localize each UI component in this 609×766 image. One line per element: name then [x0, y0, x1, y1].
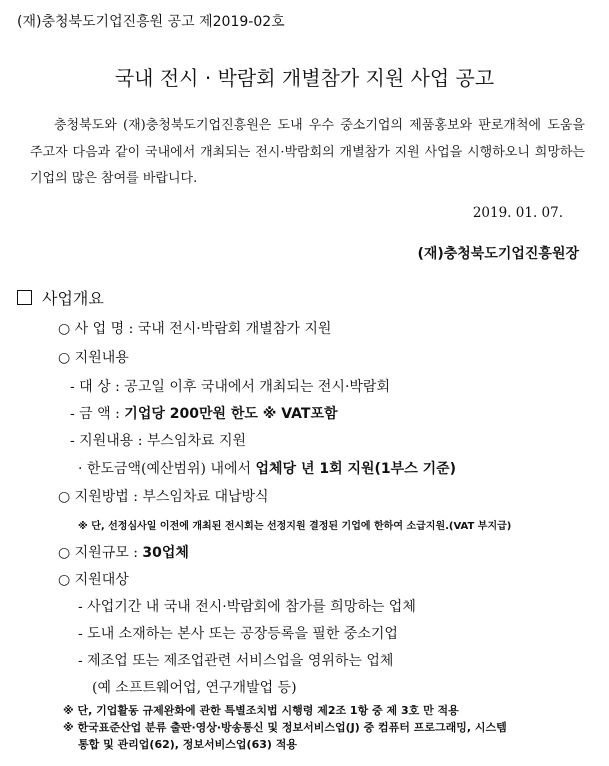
- item-support-content: ○ 지원내용: [58, 350, 129, 366]
- intro-paragraph: 충청북도와 (재)충청북도기업진흥원은 도내 우수 중소기업의 제품홍보와 판로개척에 도움을 주고자 다음과 같이 국내에서 개최되는 전시·박람회의 개별참가 지원 사업을 시행하오니 희망하는 기업의 많은 참여를 바랍니다.: [30, 118, 585, 186]
- document-number: (재)충청북도기업진흥원 공고 제2019-02호: [17, 14, 285, 30]
- item-scale: [58, 542, 189, 562]
- page-title: 국내 전시 · 박람회 개별참가 지원 사업 공고: [114, 66, 495, 90]
- eligibility-item-1: - 사업기간 내 국내 전시·박람회에 참가를 희망하는 업체: [78, 599, 416, 615]
- amount-label: - 금 액 :: [70, 406, 125, 422]
- scale-label: ○ 지원규모 :: [58, 545, 143, 561]
- footnote-2a: ※ 한국표준산업 분류 출판·영상·방송통신 및 정보서비스업(J) 중 컴퓨터 프로그래밍, 시스템: [63, 721, 507, 734]
- footnote-1: ※ 단, 기업활동 규제완화에 관한 특별조치법 시행령 제2조 1항 중 제 3호 만 적용: [63, 704, 459, 717]
- item-eligibility: ○ 지원대상: [58, 572, 129, 588]
- footnote-2b: 통합 및 관리업(62), 정보서비스업(63) 적용: [78, 738, 297, 751]
- announcement-date: 2019. 01. 07.: [472, 205, 563, 221]
- eligibility-item-2: - 도내 소재하는 본사 또는 공장등록을 필한 중소기업: [78, 626, 398, 642]
- amount-value: 기업당 200만원 한도 ※ VAT포함: [124, 406, 338, 422]
- item-target: - 대 상 : 공고일 이후 국내에서 개최되는 전시·박람회: [70, 379, 390, 395]
- organization-signature: (재)충청북도기업진흥원장: [417, 246, 579, 262]
- scale-value: 30업체: [142, 545, 189, 561]
- item-project-name: ○ 사 업 명 : 국내 전시·박람회 개별참가 지원: [58, 321, 332, 337]
- method-note: ※ 단, 선정심사일 이전에 개최된 전시회는 선정지원 결정된 기업에 한하여 소급지원.(VAT 부지급): [78, 521, 512, 532]
- limit-prefix: · 한도금액(예산범위) 내에서: [78, 461, 256, 477]
- item-limit: [78, 458, 456, 478]
- checkbox-square-icon: [17, 290, 32, 305]
- section-heading: [17, 286, 104, 309]
- eligibility-item-3-sub: (예 소프트웨어업, 연구개발업 등): [92, 680, 297, 696]
- item-method: ○ 지원방법 : 부스임차료 대납방식: [58, 489, 269, 505]
- eligibility-item-3: - 제조업 또는 제조업관련 서비스업을 영위하는 업체: [78, 653, 394, 669]
- limit-value: 업체당 년 1회 지원(1부스 기준): [255, 461, 457, 477]
- section-title: 사업개요: [42, 289, 104, 308]
- item-detail: - 지원내용 : 부스임차료 지원: [70, 433, 247, 449]
- item-amount: [70, 403, 338, 423]
